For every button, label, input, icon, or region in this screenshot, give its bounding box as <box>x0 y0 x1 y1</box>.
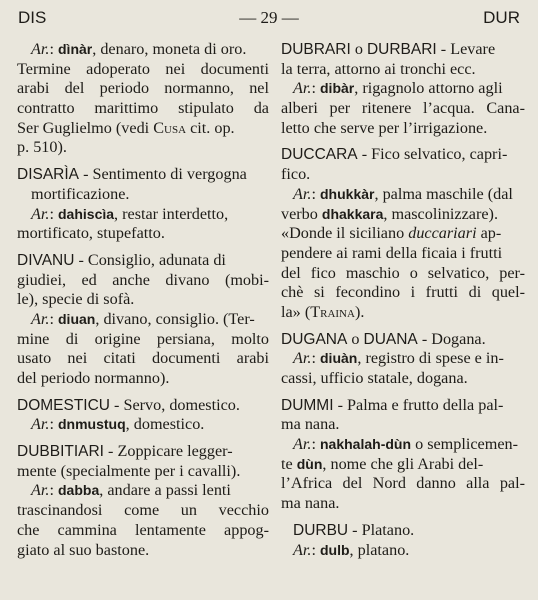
entry-line: del fico maschio o selvatico, per- <box>281 263 525 282</box>
sicilian-term: duccariari <box>408 224 477 243</box>
text-span: o <box>350 40 367 58</box>
entry-line: pendere ai rami della ficaia i frutti <box>281 243 503 262</box>
ar-label: Ar. <box>293 184 312 203</box>
arabic-word: dibàr <box>320 80 355 97</box>
entry-line: che cammina lentamente appog- <box>17 520 269 539</box>
entry-durbu <box>281 521 525 560</box>
entry-line: Ar.: dhukkàr, palma maschile (dal <box>293 184 513 203</box>
text-span: , mascolinizzare). <box>383 204 498 223</box>
left-column <box>17 40 269 567</box>
ar-label: Ar. <box>31 309 50 328</box>
definition-text: , divano, consiglio. (Ter- <box>95 309 255 328</box>
definition-text: , registro di spese e in- <box>357 349 504 368</box>
entry-disaria <box>17 165 269 244</box>
right-guide-word: DUR <box>483 8 520 27</box>
entry-continuation <box>17 40 269 158</box>
entry-line <box>17 251 269 271</box>
entry-line: chè si fecondino i frutti di quel- <box>281 283 525 302</box>
entry-line: Ar.: diuan, divano, consiglio. (Ter- <box>31 309 255 328</box>
arabic-word: dnmustuq <box>58 416 126 433</box>
definition-text: - Zoppicare legger- <box>103 442 233 461</box>
entry-dummi <box>281 396 525 514</box>
entry-line: p. 510). <box>17 138 67 157</box>
text-span: cit. op. <box>186 118 235 137</box>
entry-line <box>281 330 525 350</box>
arabic-word: dhakkara <box>321 205 384 222</box>
right-column <box>281 40 525 567</box>
entry-line: ma nana. <box>281 494 340 513</box>
text-span: o <box>347 329 364 348</box>
entry-line <box>281 455 525 475</box>
definition-text: - Servo, domestico. <box>110 395 240 414</box>
entry-line: mine di origine persiana, molto <box>17 329 269 348</box>
headword: DUCCARA <box>281 146 358 164</box>
entry-line <box>17 396 269 416</box>
entry-line: giudiei, ed anche divano (mobi- <box>17 270 269 289</box>
entry-line: arabi del periodo normanno, nel <box>17 79 269 98</box>
headword: DUBBITIARI <box>17 443 104 461</box>
definition-text: - Consiglio, adunata di <box>74 250 226 269</box>
definition-text: - Dogana. <box>417 329 486 348</box>
entry-line: mortificazione. <box>31 184 130 203</box>
author-name: Cusa <box>153 118 187 137</box>
headword: DOMESTICU <box>17 396 110 414</box>
entry-line: ma nana. <box>281 415 340 434</box>
definition-text: , andare a passi lenti <box>99 481 231 500</box>
arabic-word: dùn <box>296 455 323 472</box>
definition-text: , palma maschile (dal <box>374 184 513 203</box>
definition-text: , denaro, moneta di oro. <box>92 40 247 58</box>
definition-text: - Fico selvatico, capri- <box>357 145 508 164</box>
entry-domesticu <box>17 396 269 435</box>
entry-line <box>17 165 269 185</box>
definition-text: o semplicemen- <box>411 435 518 454</box>
text-span: «Donde il siciliano <box>281 224 409 243</box>
entry-line: Ar.: dnmustuq, domestico. <box>31 415 205 434</box>
entry-line: la terra, attorno ai tronchi ecc. <box>281 59 476 78</box>
entry-dubrari <box>281 40 525 138</box>
definition-text: , domestico. <box>125 415 205 434</box>
headword: DUMMI <box>281 396 334 414</box>
entry-line: usato nei citati documenti arabi <box>17 349 269 368</box>
ar-label: Ar. <box>31 415 50 434</box>
definition-text: - Sentimento di vergogna <box>79 165 247 184</box>
text-span: la» ( <box>281 302 311 321</box>
arabic-word: dìnàr <box>58 41 93 57</box>
ar-label: Ar. <box>293 540 312 559</box>
arabic-word: dulb <box>320 541 350 558</box>
entry-line: Termine adoperato nei documenti <box>17 59 269 78</box>
entry-line: alberi per ritenere l’acqua. Cana- <box>281 99 525 118</box>
ar-label: Ar. <box>293 435 312 454</box>
arabic-word: dabba <box>58 482 100 499</box>
entry-line: letto che serve per l’irrigazione. <box>281 118 488 137</box>
entry-line: contratto marittimo stipulato da <box>17 99 269 118</box>
text-span: te <box>281 454 297 473</box>
ar-label: Ar. <box>31 40 50 58</box>
text-span: verbo <box>281 204 322 223</box>
entry-duccara <box>281 145 525 322</box>
entry-line: mortificato, stupefatto. <box>17 224 165 243</box>
definition-text: - Palma e frutto della pal- <box>333 395 504 414</box>
definition-text: , rigagnolo attorno agli <box>354 79 503 98</box>
entry-line: trascinandosi come un vecchio <box>17 501 269 520</box>
entry-line <box>281 303 525 323</box>
entry-line: Ar.: dibàr, rigagnolo attorno agli <box>293 79 503 98</box>
arabic-word: dhukkàr <box>320 185 375 202</box>
ar-label: Ar. <box>31 204 50 223</box>
text-span: ap- <box>476 224 502 243</box>
entry-line: Ar.: dulb, platano. <box>293 540 410 559</box>
entry-line <box>281 521 525 541</box>
entry-line: mente (specialmente per i cavalli). <box>17 461 241 480</box>
text-span: Ser Guglielmo (vedi <box>17 118 154 137</box>
headword: DUANA <box>363 330 418 348</box>
author-name: Traina <box>310 302 355 321</box>
definition-text: , restar interdetto, <box>114 204 229 223</box>
arabic-word: dahiscìa <box>58 205 115 222</box>
entry-line: le), specie di sofà. <box>17 290 135 309</box>
entry-line <box>281 145 525 165</box>
entry-dugana <box>281 330 525 389</box>
headword: DIVANU <box>17 251 75 269</box>
entry-line: l’Africa del Nord danno alla pal- <box>281 474 525 493</box>
definition-text: , platano. <box>349 540 410 559</box>
headword: DUBRARI <box>281 41 351 58</box>
entry-line: cassi, ufficio statale, dogana. <box>281 369 468 387</box>
entry-dubbitiari <box>17 442 269 560</box>
headword: DURBARI <box>366 41 437 58</box>
ar-label: Ar. <box>293 79 312 98</box>
entry-line <box>17 442 269 462</box>
text-span: , nome che gli Arabi del- <box>322 454 484 473</box>
ar-label: Ar. <box>31 481 50 500</box>
entry-line: fico. <box>281 165 311 184</box>
entry-line: del periodo normanno). <box>17 369 170 387</box>
ar-label: Ar. <box>293 349 312 368</box>
entry-line: Ar.: dahiscìa, restar interdetto, <box>31 204 229 223</box>
definition-text: - Levare <box>436 40 496 58</box>
entry-line <box>281 396 525 416</box>
definition-text: - Platano. <box>348 520 415 539</box>
arabic-word: nakhalah-dùn <box>320 436 412 453</box>
page-number: — 29 — <box>239 8 299 27</box>
entry-line <box>281 224 525 244</box>
arabic-word: diuàn <box>320 350 358 367</box>
text-span: ). <box>354 302 365 321</box>
entry-line: Ar.: diuàn, registro di spese e in- <box>293 349 504 368</box>
arabic-word: diuan <box>58 310 96 327</box>
entry-line: Ar.: dabba, andare a passi lenti <box>31 481 231 500</box>
entry-line: Ar.: dìnàr, denaro, moneta di oro. <box>31 40 247 58</box>
entry-line <box>17 119 269 139</box>
headword: DURBU <box>293 521 349 539</box>
entry-line: Ar.: nakhalah-dùn o semplicemen- <box>293 435 518 454</box>
entry-line <box>281 205 525 225</box>
page-header <box>0 8 538 30</box>
entry-line <box>281 40 525 60</box>
entry-divanu <box>17 251 269 389</box>
headword: DUGANA <box>281 330 348 348</box>
left-guide-word: DIS <box>18 8 47 27</box>
entry-line: giato al suo bastone. <box>17 540 150 559</box>
headword: DISARÌA <box>17 166 80 184</box>
